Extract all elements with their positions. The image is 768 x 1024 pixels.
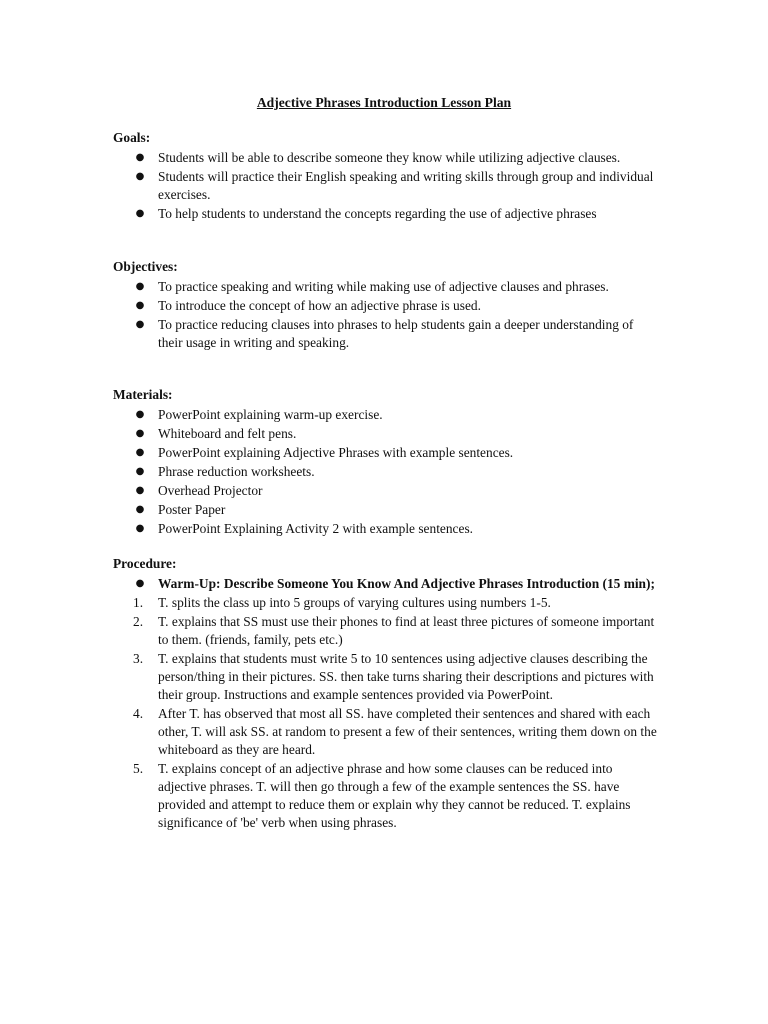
procedure-warmup-list [113, 575, 658, 593]
list-item: ● Poster Paper [113, 501, 658, 519]
procedure-steps-list [113, 594, 658, 832]
bullet-icon: ● [135, 466, 145, 477]
list-item: ● Students will practice their English speaking and writing skills through group and individual exercises. [113, 168, 658, 204]
list-item: ● Phrase reduction worksheets. [113, 463, 658, 481]
bullet-icon: ● [135, 504, 145, 515]
objectives-section [113, 258, 658, 353]
list-item: ● PowerPoint explaining Adjective Phrases with example sentences. [113, 444, 658, 462]
step-number: 4. [133, 706, 144, 721]
list-item: ● To practice reducing clauses into phrases to help students gain a deeper understanding of their usage in writing and speaking. [113, 316, 658, 352]
list-item: 2. T. explains that SS must use their phones to find at least three pictures of someone important to them. (friends, family, pets etc.) [133, 614, 655, 647]
bullet-icon: ● [135, 428, 145, 439]
objectives-list [113, 278, 658, 352]
bullet-icon: ● [135, 171, 145, 182]
list-item: ● Students will be able to describe someone they know while utilizing adjective clauses. [113, 149, 658, 167]
bullet-icon: ● [135, 485, 145, 496]
list-item: ● Whiteboard and felt pens. [113, 425, 658, 443]
list-item: 4. After T. has observed that most all SS. have completed their sentences and shared with each other, T. will ask SS. at random to present a few of their sentences, writing them down on the whiteboard as they are heard. [133, 706, 657, 757]
bullet-icon: ● [135, 152, 145, 163]
list-item: ● PowerPoint explaining warm-up exercise. [113, 406, 658, 424]
list-item [113, 575, 658, 593]
list-item: ● Overhead Projector [113, 482, 658, 500]
bullet-icon: ● [135, 300, 145, 311]
procedure-heading: Procedure: [113, 556, 177, 571]
page-title: Adjective Phrases Introduction Lesson Plan [256, 95, 512, 110]
materials-section [113, 386, 658, 539]
list-item: ● To introduce the concept of how an adjective phrase is used. [113, 297, 658, 315]
bullet-icon: ● [135, 578, 145, 589]
warmup-title: Warm-Up: Describe Someone You Know And Adjective Phrases Introduction (15 min); [158, 576, 655, 591]
bullet-icon: ● [135, 523, 145, 534]
step-number: 3. [133, 651, 144, 666]
objectives-heading: Objectives: [113, 259, 178, 274]
bullet-icon: ● [135, 409, 145, 420]
list-item: 3. T. explains that students must write 5 to 10 sentences using adjective clauses describing the person/thing in their pictures. SS. then take turns sharing their descriptions and pictures with their group. Instructions and example sentences provided via PowerPoint. [133, 651, 654, 702]
bullet-icon: ● [135, 319, 145, 330]
materials-list [113, 406, 658, 538]
list-item: ● To help students to understand the concepts regarding the use of adjective phrases [113, 205, 658, 223]
list-item: 5. T. explains concept of an adjective phrase and how some clauses can be reduced into adjective phrases. T. will then go through a few of the example sentences the SS. have provided and attempt to reduce them or explain why they cannot be reduced. T. explains significance of 'be' verb when using phrases. [133, 761, 631, 830]
bullet-icon: ● [135, 447, 145, 458]
materials-heading: Materials: [113, 387, 173, 402]
list-item: ● To practice speaking and writing while making use of adjective clauses and phrases. [113, 278, 658, 296]
step-number: 5. [133, 761, 144, 776]
goals-list [113, 149, 658, 223]
goals-heading: Goals: [113, 130, 151, 145]
bullet-icon: ● [135, 208, 145, 219]
bullet-icon: ● [135, 281, 145, 292]
list-item: 1. T. splits the class up into 5 groups of varying cultures using numbers 1-5. [133, 595, 551, 610]
step-number: 1. [133, 595, 144, 610]
step-number: 2. [133, 614, 144, 629]
list-item: ● PowerPoint Explaining Activity 2 with example sentences. [113, 520, 658, 538]
procedure-section [113, 555, 658, 833]
goals-section [113, 129, 658, 224]
